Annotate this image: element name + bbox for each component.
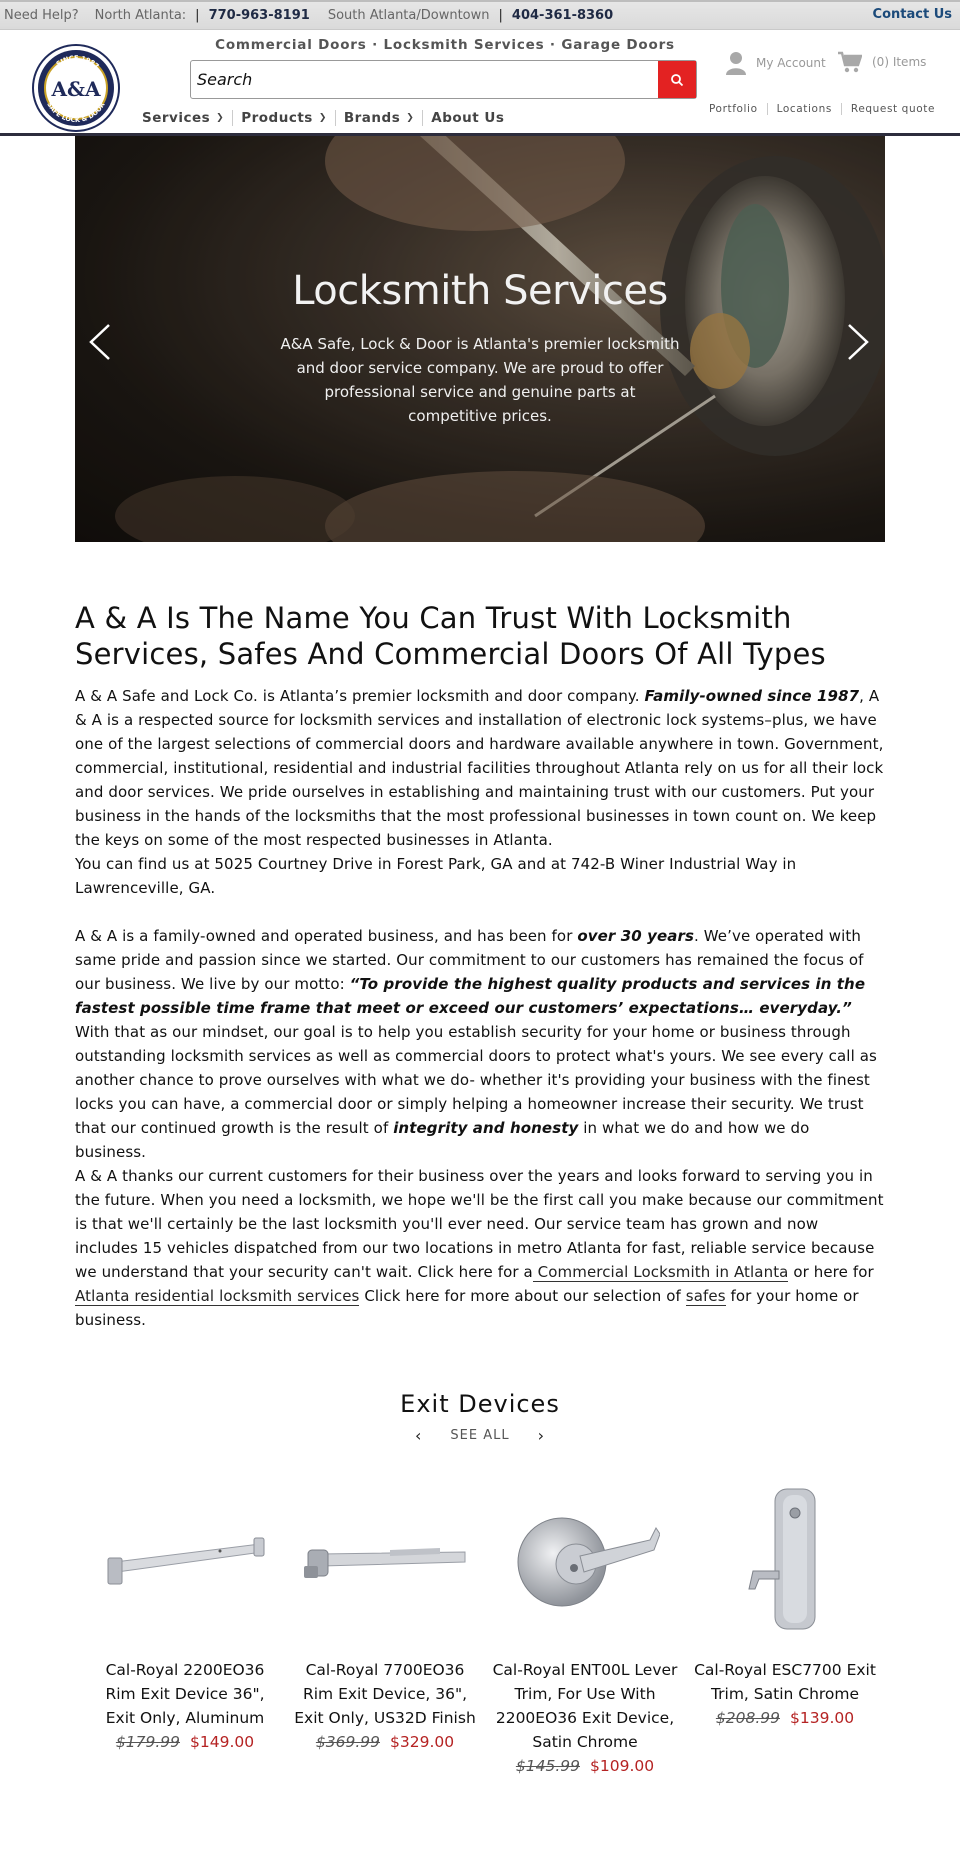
sale-price: $329.00 [390, 1733, 455, 1751]
request-quote-link[interactable]: Request quote [850, 103, 936, 115]
over-30-years-emphasis: over 30 years [577, 927, 695, 945]
exit-devices-nav [0, 1426, 960, 1445]
old-price: $208.99 [715, 1709, 780, 1727]
nav-item-brands[interactable] [336, 110, 423, 126]
product-card[interactable] [285, 1480, 485, 1778]
chevron-right-icon[interactable]: › [537, 1426, 545, 1445]
see-all-link[interactable]: SEE ALL [450, 1428, 510, 1443]
intro-paragraph [75, 684, 885, 852]
nav-item-about-us[interactable] [423, 110, 512, 126]
family-owned-emphasis: Family-owned since 1987 [644, 687, 860, 705]
slider-prev-arrow[interactable] [85, 321, 115, 363]
logo-text: A&A [51, 77, 101, 101]
contact-us-link[interactable]: Contact Us [872, 7, 952, 22]
search-icon [670, 73, 684, 87]
hero-title: Locksmith Services [292, 268, 668, 314]
my-account-label: My Account [756, 56, 826, 70]
sale-price: $109.00 [590, 1757, 655, 1775]
paragraph-spacer [75, 900, 885, 924]
logo-ring-top-text: SINCE 1987 [54, 53, 101, 71]
old-price: $179.99 [115, 1733, 180, 1751]
motto-emphasis: “To provide the highest quality products and services in the fastest possible time frame that meet or exceed our customers’ expectations… everyday.” [75, 975, 866, 1017]
nav-label: Products [241, 110, 313, 126]
south-atlanta-label: South Atlanta/Downtown [327, 8, 490, 23]
chevron-down-icon: ❯ [216, 113, 225, 123]
exit-device-image [300, 1520, 470, 1600]
history-paragraph [75, 924, 885, 1164]
product-image[interactable] [685, 1480, 885, 1640]
north-atlanta-phone[interactable]: 770-963-8191 [208, 8, 310, 23]
thanks-text: A & A thanks our current customers for their business over the years and looks forward to serving you in the future. When you need a locksmith, we hope we'll be the first call you make because our commitment is that we'll certainly be the last locksmith you'll ever need. Our service team has grown and now includes 15 vehicles dispatched from our two locations in metro Atlanta for fast, reliable service because we understand that your security can't wait. Click here for a [75, 1167, 884, 1281]
old-price: $145.99 [515, 1757, 580, 1775]
topbar-divider: | [498, 8, 503, 23]
topbar-divider: | [195, 8, 200, 23]
product-price [85, 1730, 285, 1754]
south-atlanta-phone[interactable]: 404-361-8360 [511, 8, 614, 23]
chevron-down-icon: ❯ [318, 113, 327, 123]
page-heading: A & A Is The Name You Can Trust With Locksmith Services, Safes And Commercial Doors Of All Types [75, 601, 826, 671]
product-name[interactable]: Cal-Royal ESC7700 Exit Trim, Satin Chrome [694, 1661, 876, 1703]
address-paragraph: You can find us at 5025 Courtney Drive in Forest Park, GA and at 742-B Winer Industrial Way in Lawrenceville, GA. [75, 855, 797, 897]
sale-price: $139.00 [790, 1709, 855, 1727]
safes-link[interactable]: safes [685, 1287, 726, 1305]
chevron-down-icon: ❯ [406, 113, 415, 123]
residential-locksmith-link[interactable]: Atlanta residential locksmith services [75, 1287, 360, 1305]
exit-device-image [100, 1520, 270, 1600]
exit-trim-image [735, 1485, 835, 1635]
hero-text: A&A Safe, Lock & Door is Atlanta's premier locksmith and door service company. We are proud to offer professional service and genuine parts at competitive prices. [280, 335, 680, 425]
main-content [75, 600, 885, 1332]
product-price [685, 1706, 885, 1730]
site-header [0, 30, 960, 136]
north-atlanta-label: North Atlanta: [94, 8, 187, 23]
main-nav [134, 106, 512, 130]
history-text-end: in what we do and how we do business. [75, 1119, 810, 1161]
cart-icon [838, 51, 862, 73]
intro-text: A & A Safe and Lock Co. is Atlanta’s premier locksmith and door company. [75, 687, 645, 705]
old-price: $369.99 [315, 1733, 380, 1751]
product-image[interactable] [485, 1480, 685, 1640]
exit-devices-title: Exit Devices [400, 1390, 560, 1418]
history-text-cont2: With that as our mindset, our goal is to help you establish security for your home or business through outstanding locksmith services as well as commercial doors to protect what's yours. We see every call as another chance to prove ourselves with what we do- whether it's providing your business with the finest locks you can have, a commercial door or simply helping a homeowner increase their security. We trust that our continued growth is the result of [75, 1023, 877, 1137]
nav-item-products[interactable] [233, 110, 336, 126]
integrity-emphasis: integrity and honesty [393, 1119, 579, 1137]
history-text-cont: . We’ve operated with same pride and passion since we started. Our commitment to our customers has remained the focus of our business. We live by our motto: [75, 927, 864, 993]
chevron-left-icon[interactable]: ‹ [414, 1426, 423, 1445]
lever-trim-image [510, 1500, 660, 1620]
product-price [285, 1730, 485, 1754]
product-name[interactable]: Cal-Royal 2200EO36 Rim Exit Device 36", Exit Only, Aluminum [105, 1661, 265, 1727]
portfolio-link[interactable]: Portfolio [700, 103, 768, 115]
intro-text-cont: , A & A is a respected source for locksmith services and installation of electronic lock systems–plus, we have one of the largest selections of commercial doors and hardware available anywhere in town. Government, commercial, institutional, residential and industrial facilities throughout Atlanta rely on us for all their lock and door services. We pride ourselves in establishing and maintaining trust with our customers. Put your business in the hands of the locksmiths that the most professional businesses in town count on. We keep the keys on some of the most respected businesses in Atlanta. [75, 687, 884, 849]
nav-item-services[interactable] [134, 110, 233, 126]
exit-devices-products [85, 1480, 885, 1778]
company-logo[interactable] [32, 44, 120, 132]
thanks-paragraph [75, 1164, 885, 1332]
product-name[interactable]: Cal-Royal ENT00L Lever Trim, For Use With 2200EO36 Exit Device, Satin Chrome [492, 1661, 678, 1751]
user-icon [726, 51, 746, 75]
nav-label: About Us [431, 110, 505, 126]
hero-slider [75, 136, 885, 542]
cart-count: (0) Items [872, 55, 927, 69]
product-card[interactable] [685, 1480, 885, 1778]
history-text: A & A is a family-owned and operated business, and has been for [75, 927, 578, 945]
nav-label: Services [142, 110, 211, 126]
product-price [485, 1754, 685, 1778]
product-card[interactable] [85, 1480, 285, 1778]
locations-link[interactable]: Locations [768, 103, 842, 115]
thanks-text-end: for your home or business. [75, 1287, 859, 1329]
header-sublinks [700, 103, 944, 115]
search-input[interactable] [191, 61, 658, 98]
need-help-label: Need Help? [4, 8, 79, 23]
product-image[interactable] [85, 1480, 285, 1640]
search-button[interactable] [658, 61, 696, 98]
sale-price: $149.00 [190, 1733, 255, 1751]
thanks-text-cont2: Click here for more about our selection of [359, 1287, 686, 1305]
search-bar [190, 60, 697, 99]
product-image[interactable] [285, 1480, 485, 1640]
product-name[interactable]: Cal-Royal 7700EO36 Rim Exit Device, 36", Exit Only, US32D Finish [294, 1661, 476, 1727]
thanks-text-cont: or here for [788, 1263, 874, 1281]
my-account-link[interactable] [726, 51, 826, 75]
commercial-locksmith-link[interactable]: Commercial Locksmith in Atlanta [532, 1263, 789, 1281]
product-card[interactable] [485, 1480, 685, 1778]
tagline: Commercial Doors · Locksmith Services · Garage Doors [215, 37, 675, 53]
cart-link[interactable] [838, 51, 926, 73]
top-info-bar [0, 0, 960, 30]
slider-next-arrow[interactable] [843, 321, 873, 363]
logo-ring-bottom-text: SAFE LOCK & DOOR [45, 100, 107, 125]
nav-label: Brands [343, 110, 401, 126]
